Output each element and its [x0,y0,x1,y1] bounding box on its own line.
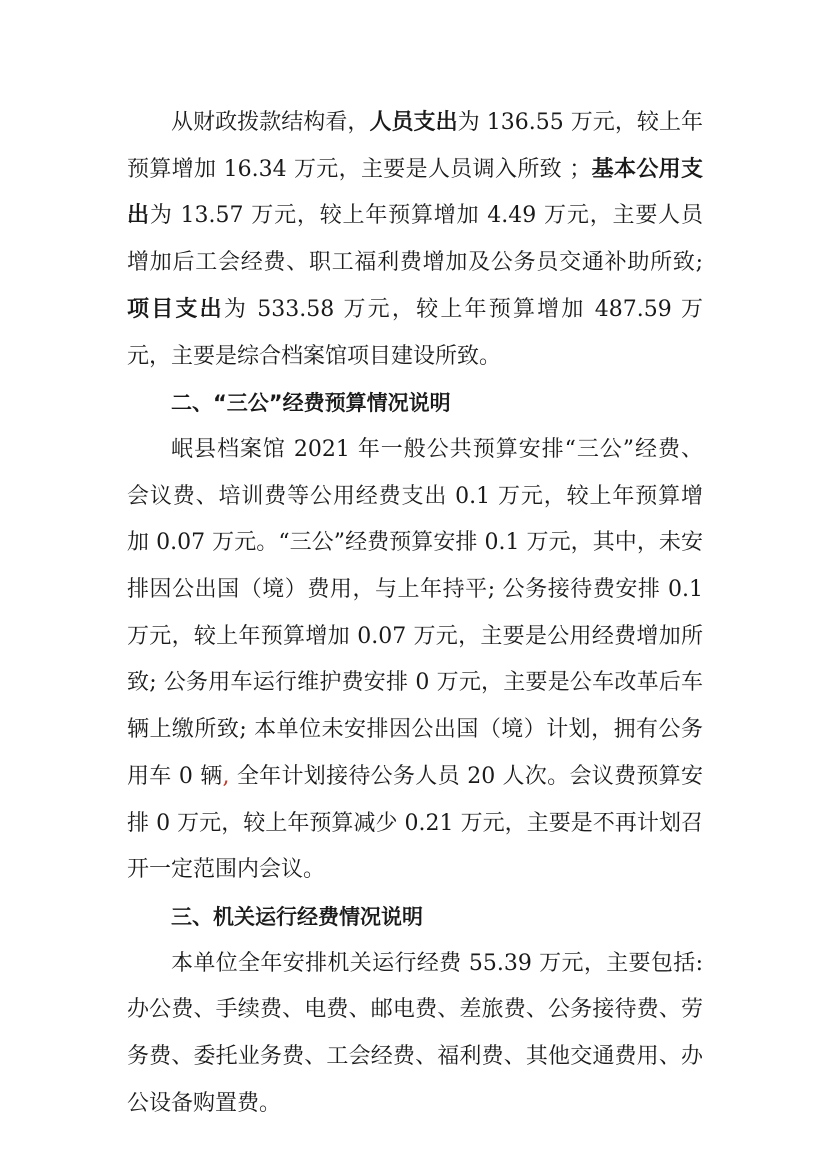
text: 为 136.55 万元，较上年预算增加 16.34 万元，主要是人员调入所致 ； [127,110,703,182]
bold-term-project: 项目支出 [127,296,224,322]
text: 从财政拨款结构看， [171,110,370,135]
text: 为 13.57 万元，较上年预算增加 4.49 万元，主要人员增加后工会经费、职工福利费增加及公务员交通补助所致; [127,203,703,276]
section-heading-three-public: 二、“三公”经费预算情况说明 [171,391,451,416]
paragraph-operating-costs: 本单位全年安排机关运行经费 55.39 万元，主要包括: 办公费、手续费、电费、邮电费、差旅费、公务接待费、劳务费、委托业务费、工会经费、福利费、其他交通费用、办公设备购置费。 [127,950,703,1116]
section-heading-operating-costs: 三、机关运行经费情况说明 [171,904,423,929]
text: 全年计划接待公务人员 20 人次。会议费预算安排 0 万元，较上年预算减少 0.21 万元，主要是不再计划召开一定范围内会议。 [127,763,703,883]
bold-term-basic-public: 基本公用支出 [127,156,703,229]
paragraph-funding-structure [127,100,703,380]
red-comma: , [222,763,230,789]
text: 为 533.58 万元，较上年预算增加 487.59 万元，主要是综合档案馆项目建设所致。 [127,296,703,369]
paragraph-three-public [127,427,703,894]
text: 岷县档案馆 2021 年一般公共预算安排“三公”经费、会议费、培训费等公用经费支出 0.1 万元，较上年预算增加 0.07 万元。“三公”经费预算安排 0.1 万元，其中，未安排因公出国（境）费用，与上年持平; 公务接待费安排 0.1 万元，较上年预算增加 0.07 万元，主要是公用经费增加所致; 公务用车运行维护费安排 0 万元，主要是公车改革后车辆上缴所致; 本单位未安排因公出国（境）计划，拥有公务用车 0 辆 [127,436,703,789]
bold-term-personnel: 人员支出 [369,110,458,135]
